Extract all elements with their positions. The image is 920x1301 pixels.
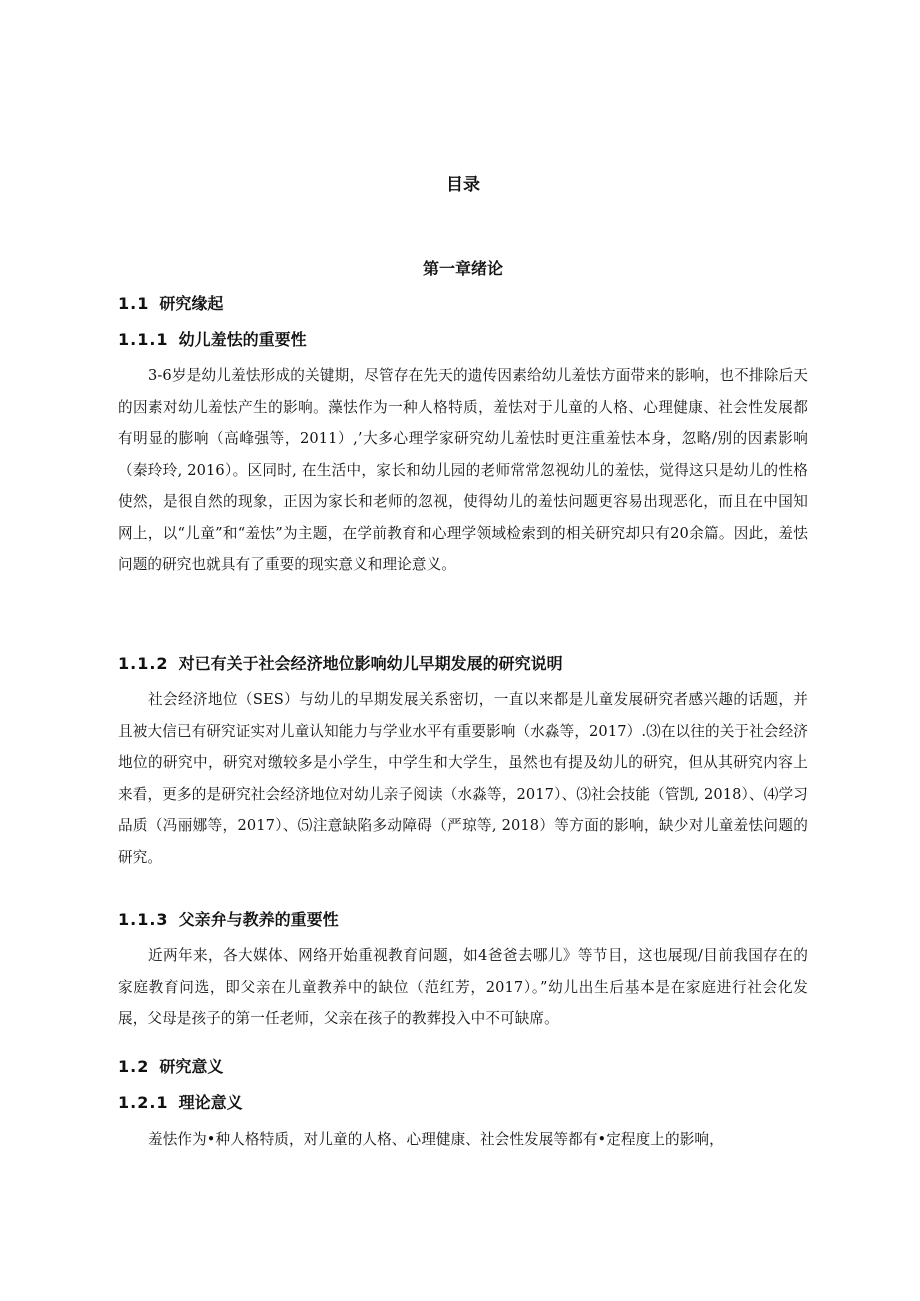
heading-1-1-3 (118, 907, 339, 930)
heading-text: 研究缘起 (159, 294, 224, 313)
heading-1-1 (118, 291, 223, 314)
heading-text: 对已有关于社会经济地位影响幼儿早期发展的研究说明 (178, 654, 563, 673)
heading-1-2 (118, 1054, 223, 1077)
paragraph-theoretical-significance: 羞怯作为•种人格特质，对儿童的人格、心理健康、社会性发展等都有•定程度上的影响， (148, 1131, 724, 1148)
heading-number: 1.1.1 (118, 330, 169, 349)
paragraph-father-parenting: 近两年来，各大媒体、网络开始重视教育问题，如4爸爸去哪儿》等节目，这也展现/目前我国存在的家庭教育问选，即父亲在儿童教养中的缺位（范红芳，2017）。”幼儿出生后基本是在家庭进行社会化发展，父母是孩子的第一任老师，父亲在孩子的教葬投入中不可缺席。 (118, 947, 808, 1027)
heading-1-2-1 (118, 1090, 243, 1113)
heading-1-1-1 (118, 327, 307, 350)
heading-text: 研究意义 (159, 1057, 224, 1076)
paragraph-ses-research: 社会经济地位（SES）与幼儿的早期发展关系密切，一直以来都是儿童发展研究者感兴趣的话题，并且被大信已有研究证实对儿童认知能力与学业水平有重要影响（水淼等，2017）.⑶在以往的关于社会经济地位的研究中，研究对缴较多是小学生，中学生和大学生，虽然也有提及幼儿的研究，但从其研究内容上来看，更多的是研究社会经济地位对幼儿亲子阅读（水淼等，2017）、⑶社会技能（管凯, 2018）、⑷学习品质（冯丽娜等，2017）、⑸注意缺陷多动障碍（严琼等, 2018）等方面的影响，缺少对儿童羞怯问题的研究。 (118, 691, 808, 866)
heading-number: 1.1.2 (118, 654, 169, 673)
heading-text: 幼儿羞怯的重要性 (178, 330, 307, 349)
heading-1-1-2 (118, 651, 563, 674)
heading-number: 1.2.1 (118, 1093, 169, 1112)
heading-text: 父亲弁与教养的重要性 (178, 910, 339, 929)
toc-title: 目录 (446, 175, 480, 195)
heading-number: 1.1 (118, 294, 150, 313)
paragraph-shyness-importance: 3-6岁是幼儿羞怯形成的关键期，尽管存在先天的遗传因素给幼儿羞怯方面带来的影响，也不排除后天的因素对幼儿羞怯产生的影响。藻怯作为一种人格特质，羞怯对于儿童的人格、心理健康、社会性发展都有明显的膨响（高峰强等，2011）,’大多心理学家研究幼儿羞怯时更注重羞怯本身，忽略/别的因素影响（秦玲玲, 2016）。区同时, 在生活中，家长和幼儿园的老师常常忽视幼儿的羞怯，觉得这只是幼儿的性格使然，是很自然的现象，正因为家长和老师的忽视，使得幼儿的羞怯问题更容易出现恶化，而且在中国知网上，以“儿童”和“羞怯”为主题，在学前教育和心理学领域检索到的相关研究却只有20余篇。因此，羞怯问题的研究也就具有了重要的现实意义和理论意义。 (118, 367, 808, 573)
chapter-title: 第一章绪论 (422, 259, 503, 278)
heading-number: 1.2 (118, 1057, 150, 1076)
heading-text: 理论意义 (178, 1093, 243, 1112)
heading-number: 1.1.3 (118, 910, 169, 929)
